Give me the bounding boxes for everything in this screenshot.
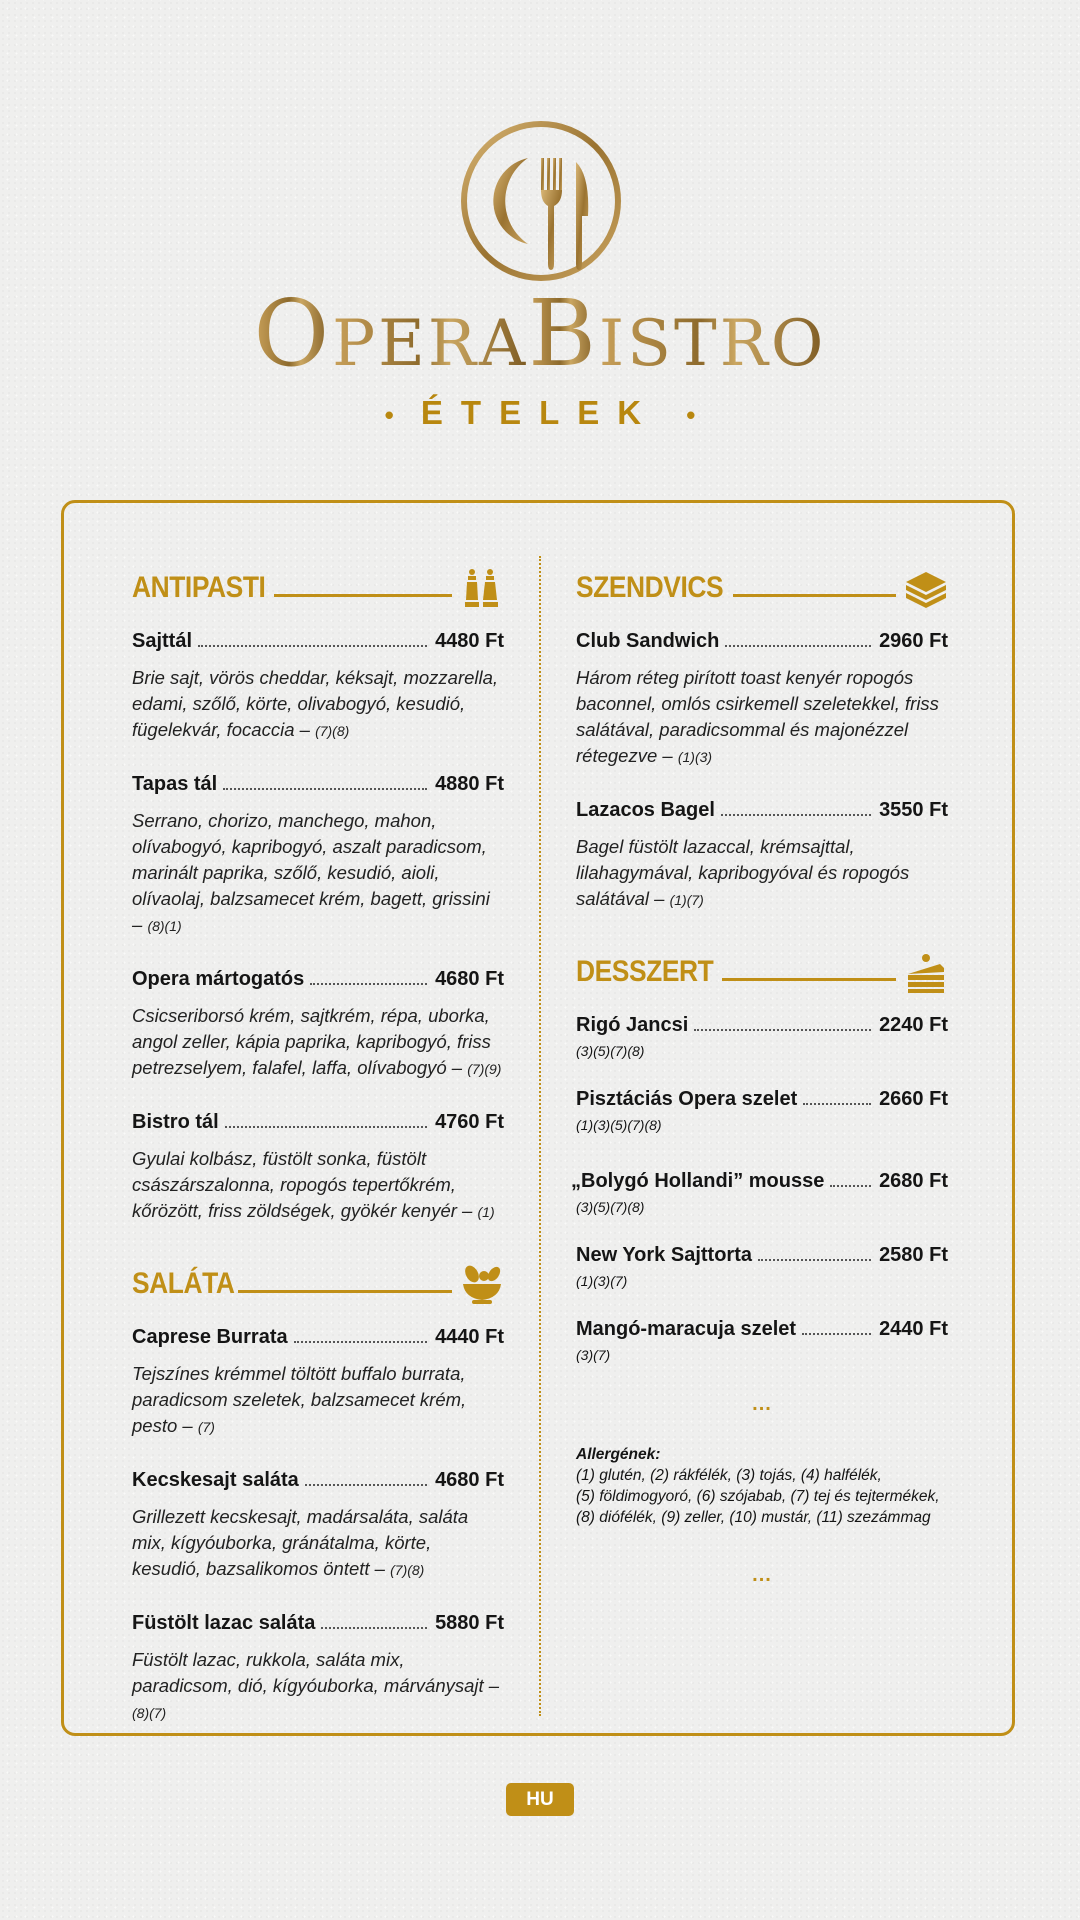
section-title: SALÁTA — [132, 1267, 235, 1300]
item-name: Opera mártogatós — [132, 968, 305, 990]
item-description: Bagel füstölt lazaccal, krémsajttal, lilahagymával, kapribogyóval és ropogós salátával – — [576, 836, 910, 909]
section-antipasti-header — [132, 555, 504, 621]
menu-item — [132, 1108, 504, 1225]
section-title: ANTIPASTI — [132, 571, 266, 604]
menu-item — [576, 796, 948, 913]
allergens-line: (5) földimogyoró, (6) szójabab, (7) tej és tejtermékek, — [576, 1488, 940, 1505]
item-allergens: (7) — [197, 1419, 215, 1435]
section-salata-header — [132, 1251, 504, 1317]
item-name: Pisztáciás Opera szelet — [576, 1088, 798, 1110]
allergens-title: Allergének: — [576, 1446, 661, 1463]
item-description: Tejszínes krémmel töltött buffalo burrata, paradicsom szeletek, balzsamecet krém, pesto – — [132, 1363, 467, 1436]
language-button[interactable]: HU — [506, 1783, 574, 1816]
item-price: 2660 Ft — [879, 1088, 948, 1110]
item-name: Mangó-maracuja szelet — [576, 1318, 797, 1340]
menu-left-column — [132, 555, 504, 1752]
section-desszert-header — [576, 939, 948, 1005]
fork-knife-plate-logo-icon — [458, 118, 624, 284]
menu-right-column — [571, 555, 948, 1587]
item-name: „Bolygó Hollandi” mousse — [571, 1170, 825, 1192]
item-price: 4680 Ft — [435, 1469, 504, 1491]
menu-item — [576, 1085, 948, 1133]
item-name: Club Sandwich — [576, 630, 720, 652]
menu-item — [132, 770, 504, 939]
item-allergens: (8)(7) — [132, 1705, 167, 1721]
allergens-line: (8) diófélék, (9) zeller, (10) mustár, (11) szezámmag — [576, 1509, 931, 1526]
item-allergens: (3)(7) — [576, 1347, 611, 1363]
item-name: Caprese Burrata — [132, 1326, 288, 1348]
menu-item — [576, 1011, 948, 1059]
item-name: Rigó Jancsi — [576, 1014, 689, 1036]
item-price: 5880 Ft — [435, 1612, 504, 1634]
menu-item — [132, 965, 504, 1082]
menu-item — [132, 627, 504, 744]
item-price: 2680 Ft — [879, 1170, 948, 1192]
item-description: Brie sajt, vörös cheddar, kéksajt, mozzarella, edami, szőlő, körte, olivabogyó, kesudió, fügelekvár, focaccia – — [132, 667, 499, 740]
item-name: Tapas tál — [132, 773, 218, 795]
item-allergens: (7)(8) — [390, 1562, 425, 1578]
item-description: Füstölt lazac, rukkola, saláta mix, paradicsom, dió, kígyóuborka, márványsajt – — [132, 1649, 500, 1696]
subtitle-text: ÉTELEK — [420, 394, 660, 431]
menu-item — [132, 1609, 504, 1726]
item-allergens: (1) — [477, 1204, 495, 1220]
item-allergens: (1)(3)(5)(7)(8) — [576, 1117, 662, 1133]
salad-bowl-icon — [460, 1262, 504, 1306]
section-title: DESSZERT — [576, 955, 714, 988]
item-price: 2960 Ft — [879, 630, 948, 652]
item-allergens: (3)(5)(7)(8) — [576, 1199, 645, 1215]
item-price: 2580 Ft — [879, 1244, 948, 1266]
menu-item — [132, 1466, 504, 1583]
section-szendvics-header — [576, 555, 948, 621]
item-description: Grillezett kecskesajt, madársaláta, saláta mix, kígyóuborka, gránátalma, körte, kesudió, bazsalikomos öntett – — [132, 1506, 469, 1579]
column-divider — [539, 556, 541, 1716]
section-title: SZENDVICS — [576, 571, 724, 604]
cake-slice-icon — [904, 950, 948, 994]
salt-pepper-shakers-icon — [460, 566, 504, 610]
item-price: 4440 Ft — [435, 1326, 504, 1348]
item-name: New York Sajttorta — [576, 1244, 752, 1266]
item-allergens: (1)(3)(7) — [576, 1273, 628, 1289]
item-allergens: (1)(7) — [669, 892, 704, 908]
item-price: 2440 Ft — [879, 1318, 948, 1340]
item-description: Három réteg pirított toast kenyér ropogós baconnel, omlós csirkemell szeletekkel, friss salátával, paradicsommal és majonézzel rétegezve – — [576, 667, 939, 766]
menu-item — [576, 627, 948, 770]
item-price: 4480 Ft — [435, 630, 504, 652]
allergens-line: (1) glutén, (2) rákfélék, (3) tojás, (4) halfélék, — [576, 1467, 882, 1484]
item-price: 4760 Ft — [435, 1111, 504, 1133]
menu-item — [132, 1323, 504, 1440]
item-name: Sajttál — [132, 630, 193, 652]
item-name: Lazacos Bagel — [576, 799, 715, 821]
item-description: Serrano, chorizo, manchego, mahon, olívabogyó, kapribogyó, aszalt paradicsom, marinált paprika, szőlő, kesudió, aioli, olívaolaj, balzsamecet krém, bagett, grissini – — [132, 810, 490, 935]
item-description: Csicseriborsó krém, sajtkrém, répa, uborka, angol zeller, kápia paprika, kapribogyó, friss petrezselyem, falafel, laffa, olívabogyó – — [132, 1005, 491, 1078]
item-name: Kecskesajt saláta — [132, 1469, 299, 1491]
item-price: 4680 Ft — [435, 968, 504, 990]
item-name: Füstölt lazac saláta — [132, 1612, 316, 1634]
sandwich-icon — [904, 566, 948, 610]
brand-logo-text: OPERABISTRO — [253, 280, 827, 387]
item-allergens: (3)(5)(7)(8) — [576, 1043, 645, 1059]
item-allergens: (1)(3) — [677, 749, 713, 765]
item-allergens: (8)(1) — [147, 918, 182, 934]
page-subtitle: • ÉTELEK • — [384, 394, 696, 431]
menu-item — [576, 1315, 948, 1363]
item-price: 3550 Ft — [879, 799, 948, 821]
item-price: 4880 Ft — [435, 773, 504, 795]
item-price: 2240 Ft — [879, 1014, 948, 1036]
ellipsis-separator: ... — [752, 1564, 772, 1586]
allergens-legend — [576, 1444, 948, 1528]
item-allergens: (7)(9) — [467, 1061, 502, 1077]
ellipsis-separator: ... — [752, 1393, 772, 1415]
item-name: Bistro tál — [132, 1111, 219, 1133]
item-allergens: (7)(8) — [315, 723, 350, 739]
menu-item — [571, 1167, 948, 1215]
menu-item — [576, 1241, 948, 1289]
item-description: Gyulai kolbász, füstölt sonka, füstölt császárszalonna, ropogós tepertőkrém, kőrözött, friss zöldségek, gyökér kenyér – — [132, 1148, 473, 1221]
